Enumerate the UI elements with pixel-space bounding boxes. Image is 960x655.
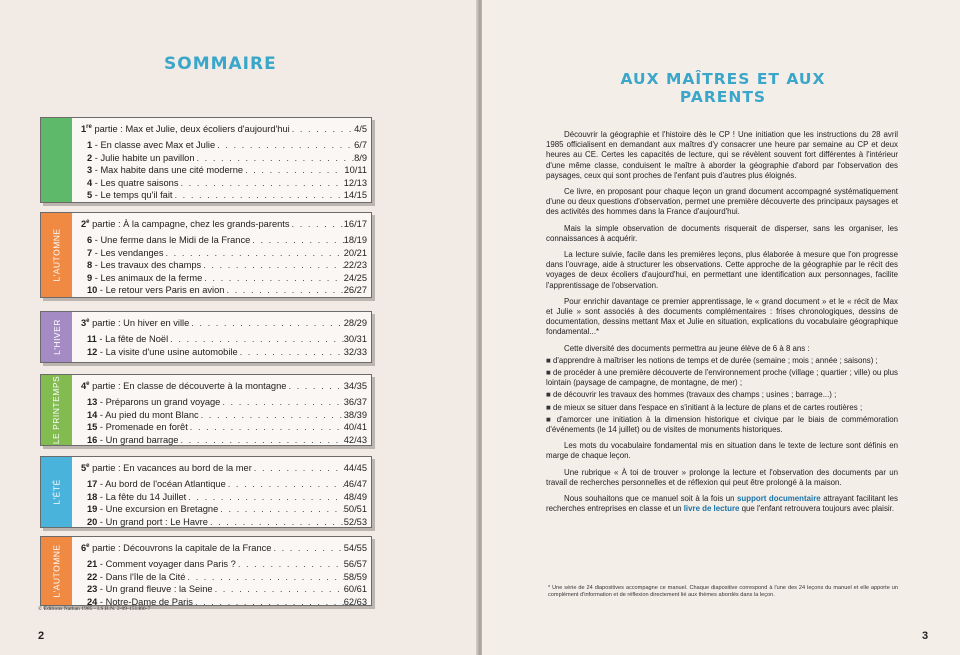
page-range: 8/9 [354, 152, 367, 163]
toc-lesson-item[interactable]: 12 - La visite d'une usine automobile . . . 32/33 [81, 347, 367, 359]
page-range: 16/17 [343, 219, 367, 229]
page-range: 36/37 [343, 397, 367, 407]
part-number: 6 [81, 543, 87, 554]
lesson-number: 16 [87, 434, 98, 445]
toc-lesson-item[interactable]: 4 - Les quatre saisons . . . 12/13 [81, 178, 367, 190]
highlight-livre-de-lecture: livre de lecture [683, 504, 740, 514]
lesson-number: 21 [87, 559, 98, 569]
bullet-item: ■ de découvrir les travaux des hommes (travaux des champs ; usines ; barrage...) ; [546, 390, 898, 400]
preface-paragraph: Ce livre, en proposant pour chaque leçon un grand document accompagné systématiquement d'une ou deux questions d'observation, permet une première découverte des principaux paysages et des activités des hommes dans la France d'aujourd'hui. [546, 187, 898, 217]
season-color-band [41, 213, 72, 297]
lesson-number: 15 [87, 422, 98, 433]
lesson-title: La fête du 14 Juillet [105, 491, 187, 502]
lesson-number: 22 [87, 571, 98, 582]
bullet-item: ■ d'amorcer une initiation à la dimension historique et civique par le biais de commémoration d'événements (le 14 juillet) ou de visites de monuments historiques. [546, 415, 898, 435]
leader-dots [193, 597, 344, 609]
bullet-item: ■ de procéder à une première découverte de l'environnement proche (village ; quartier ; ville) ou plus lointain (paysage de campagne, de montagne, de mer) ; [546, 368, 898, 388]
toc-part-header[interactable] [81, 543, 367, 555]
part-number: 4 [81, 381, 87, 392]
toc-lesson-item[interactable]: 16 - Un grand barrage . . . 42/43 [81, 435, 367, 447]
lesson-title: La visite d'une usine automobile [105, 346, 238, 357]
lesson-number: 17 [87, 479, 98, 489]
toc-lesson-item[interactable]: 1 - En classe avec Max et Julie . . . 6/7 [81, 140, 367, 152]
page-range: 18/19 [343, 235, 367, 245]
highlight-support-documentaire: support documentaire [737, 494, 821, 504]
season-label: LE PRINTEMPS [51, 375, 62, 445]
lesson-title: Max habite dans une cité moderne [100, 165, 244, 176]
leader-dots [185, 572, 343, 584]
leader-dots [290, 219, 344, 231]
page-range: 56/57 [343, 559, 367, 569]
page-number-left: 2 [38, 630, 45, 642]
toc-lesson-item[interactable]: 21 - Comment voyager dans Paris ? . . . 56/57 [81, 559, 367, 571]
copyright-line: © Éditions Nathan 1985 - I.S.B.N. 2-09-151466-7 [38, 606, 151, 612]
page-range: 40/41 [343, 422, 367, 433]
bullet-item: ■ d'apprendre à maîtriser les notions de temps et de durée (semaine ; mois ; année ; saisons) ; [546, 356, 898, 366]
preface-paragraph: La lecture suivie, facile dans les premières leçons, plus élaborée à mesure que l'on progresse dans l'ouvrage, aide à structurer les observations. Cette approche de la géographie par le récit des voyages de deux écoliers d'aujourd'hui, en permettant une identification aux personnages, facilite l'apprentissage de l'observation. [546, 250, 898, 290]
part-number-suffix: e [86, 463, 90, 469]
lesson-title: En classe avec Max et Julie [100, 140, 216, 150]
lesson-title: Un grand port : Le Havre [105, 516, 208, 527]
toc-section [40, 311, 372, 363]
preface-body [546, 130, 898, 521]
toc-lesson-item[interactable]: 9 - Les animaux de la ferme . . . 24/25 [81, 273, 367, 285]
lesson-number: 12 [87, 346, 98, 357]
preface-paragraph: Une rubrique « À toi de trouver » prolonge la lecture et l'observation des documents par un travail de recherches personnelles et de réflexion qui peut être prolongé à la maison. [546, 467, 898, 487]
page-range: 22/23 [343, 260, 367, 271]
toc-section [40, 536, 372, 606]
part-number: 2 [81, 219, 87, 230]
page-range: 52/53 [343, 516, 367, 527]
toc-lesson-item[interactable]: 15 - Promenade en forêt . . . 40/41 [81, 422, 367, 434]
toc-lesson-item[interactable]: 6 - Une ferme dans le Midi de la France . . . 18/19 [81, 235, 367, 247]
page-range: 30/31 [343, 334, 367, 344]
leader-dots [236, 559, 344, 571]
page-range: 32/33 [343, 346, 367, 357]
leader-dots [178, 178, 343, 190]
leader-dots [188, 422, 344, 434]
page-range: 44/45 [343, 463, 367, 473]
left-page [0, 0, 478, 655]
preface-paragraph: Les mots du vocabulaire fondamental mis en situation dans le texte de lecture sont définis en marge de chaque leçon. [546, 441, 898, 461]
page-range: 48/49 [343, 491, 367, 502]
lesson-number: 11 [87, 334, 97, 344]
toc-lesson-item[interactable]: 5 - Le temps qu'il fait . . . 14/15 [81, 190, 367, 202]
leader-dots [252, 463, 344, 475]
page-range: 34/35 [343, 381, 367, 391]
page-range: 6/7 [354, 140, 367, 150]
season-color-band [41, 118, 72, 202]
lesson-number: 6 [87, 235, 93, 245]
leader-dots [195, 153, 355, 165]
lesson-number: 19 [87, 504, 98, 515]
lesson-title: Les animaux de la ferme [100, 272, 203, 283]
lesson-number: 4 [87, 177, 93, 188]
lesson-title: Comment voyager dans Paris ? [105, 559, 236, 569]
lesson-title: Notre-Dame de Paris [105, 596, 193, 607]
lesson-title: Les quatre saisons [100, 177, 179, 188]
preface-paragraph: Découvrir la géographie et l'histoire dès le CP ! Une initiation que les instructions du 28 avril 1985 officialisent en demandant aux maîtres d'y consacrer une heure par semaine au CP et deux heures au CE. Certes les capacités de lecture, qui se révèlent souvent fort différentes à l'intérieur d'une même classe, conduisent le maître à aborder la géographie d'abord par l'observation des paysages, ceux qui sont proches de l'enfant puis d'autres plus éloignés. [546, 130, 898, 180]
preface-final-paragraph [546, 494, 898, 514]
part-number: 3 [81, 318, 87, 329]
page-range: 4/5 [354, 124, 367, 134]
lesson-title: Préparons un grand voyage [105, 397, 221, 407]
leader-dots [220, 397, 343, 409]
lesson-number: 5 [87, 190, 93, 201]
lesson-title: Les travaux des champs [100, 260, 202, 271]
leader-dots [201, 260, 344, 272]
toc-part-header[interactable] [81, 318, 367, 330]
lesson-title: Le temps qu'il fait [100, 190, 173, 201]
leader-dots [290, 124, 354, 136]
part-number-suffix: re [86, 124, 92, 130]
toc-lesson-item[interactable]: 13 - Préparons un grand voyage . . . 36/37 [81, 397, 367, 409]
leader-dots [173, 190, 344, 202]
season-color-band [41, 457, 72, 527]
page-range: 42/43 [343, 434, 367, 445]
toc-lesson-item[interactable]: 19 - Une excursion en Bretagne . . . 50/51 [81, 504, 367, 516]
leader-dots [189, 318, 343, 330]
season-label: L'ÉTÉ [51, 479, 62, 505]
lesson-title: Une ferme dans le Midi de la France [100, 235, 251, 245]
season-label: L'AUTOMNE [51, 228, 62, 282]
season-label: L'AUTOMNE [51, 544, 62, 598]
leader-dots [164, 248, 344, 260]
page-range: 14/15 [343, 190, 367, 201]
part-title: partie : En vacances au bord de la mer [92, 463, 252, 474]
part-title: partie : À la campagne, chez les grands-parents [92, 219, 290, 230]
toc-lesson-item[interactable]: 24 - Notre-Dame de Paris . . . 62/63 [81, 597, 367, 609]
leader-dots [199, 410, 344, 422]
lesson-title: Une excursion en Bretagne [105, 504, 219, 515]
page-range: 26/27 [343, 285, 367, 296]
part-number: 5 [81, 463, 87, 474]
part-number-suffix: e [86, 543, 90, 549]
bullet-item: ■ de mieux se situer dans l'espace en s'initiant à la lecture de plans et de cartes routières ; [546, 403, 898, 413]
page-range: 50/51 [343, 504, 367, 515]
toc-section [40, 117, 372, 203]
toc-part-header[interactable] [81, 463, 367, 475]
lesson-number: 8 [87, 260, 93, 271]
part-title: partie : En classe de découverte à la montagne [92, 381, 287, 392]
leader-dots [286, 381, 343, 393]
leader-dots [226, 479, 344, 491]
lesson-title: La fête de Noël [105, 334, 169, 344]
right-page [482, 0, 960, 655]
toc-section [40, 456, 372, 528]
leader-dots [238, 347, 344, 359]
lesson-number: 18 [87, 491, 98, 502]
toc-lesson-item[interactable]: 23 - Un grand fleuve : la Seine . . . 60/61 [81, 584, 367, 596]
lesson-number: 20 [87, 516, 98, 527]
leader-dots [224, 285, 343, 297]
lesson-number: 23 [87, 584, 98, 595]
final-text: Nous souhaitons que ce manuel soit à la fois un [564, 494, 738, 504]
preface-paragraph: Mais la simple observation de documents risquerait de disperser, sans les organiser, les connaissances à acquérir. [546, 223, 898, 243]
lesson-number: 10 [87, 285, 98, 296]
page-range: 20/21 [343, 247, 367, 258]
preface-title: AUX MAÎTRES ET AUX PARENTS [620, 70, 826, 106]
toc-lesson-item[interactable]: 7 - Les vendanges . . . 20/21 [81, 248, 367, 260]
part-number: 1 [81, 124, 87, 135]
toc-lesson-item[interactable]: 11 - La fête de Noël . . . 30/31 [81, 334, 367, 346]
lesson-number: 13 [87, 397, 98, 407]
lesson-number: 3 [87, 165, 93, 176]
page-range: 62/63 [343, 596, 367, 607]
page-number-right: 3 [922, 630, 929, 642]
lesson-number: 1 [87, 140, 93, 150]
page-range: 58/59 [343, 571, 367, 582]
final-text: que l'enfant retrouvera toujours avec plaisir. [739, 504, 895, 514]
season-color-band [41, 312, 72, 362]
lesson-title: Le retour vers Paris en avion [105, 285, 225, 296]
part-number-suffix: e [86, 318, 90, 324]
lesson-title: Julie habite un pavillon [100, 152, 195, 163]
toc-lesson-item[interactable]: 20 - Un grand port : Le Havre . . . 52/53 [81, 517, 367, 529]
part-number-suffix: e [86, 219, 90, 225]
part-title: partie : Max et Julie, deux écoliers d'aujourd'hui [94, 124, 290, 135]
toc-lesson-item[interactable]: 17 - Au bord de l'océan Atlantique . . . 46/47 [81, 479, 367, 491]
page-range: 38/39 [343, 409, 367, 420]
lesson-number: 24 [87, 596, 98, 607]
page-range: 54/55 [343, 543, 367, 553]
toc-section [40, 374, 372, 446]
toc-part-header[interactable] [81, 381, 367, 393]
page-range: 28/29 [343, 318, 367, 328]
part-title: partie : Découvrons la capitale de la France [92, 543, 272, 554]
leader-dots [178, 435, 343, 447]
toc-lesson-item[interactable]: 2 - Julie habite un pavillon . . . 8/9 [81, 153, 367, 165]
leader-dots [250, 235, 343, 247]
page-range: 46/47 [343, 479, 367, 489]
toc-lesson-item[interactable]: 10 - Le retour vers Paris en avion . . . 26/27 [81, 285, 367, 297]
lesson-title: Dans l'île de la Cité [105, 571, 186, 582]
toc-lesson-item[interactable]: 22 - Dans l'île de la Cité . . . 58/59 [81, 572, 367, 584]
toc-lesson-item[interactable]: 8 - Les travaux des champs . . . 22/23 [81, 260, 367, 272]
footnote: * Une série de 24 diapositives accompagne ce manuel. Chaque diapositive correspond à l'une des 24 leçons du manuel et elle apporte un complément d'information et de réflexion directement lié aux thèmes abordés dans la leçon. [548, 585, 898, 598]
season-color-band [41, 537, 72, 605]
page-range: 10/11 [344, 165, 367, 176]
sommaire-title: SOMMAIRE [164, 54, 277, 74]
lesson-title: Promenade en forêt [105, 422, 188, 433]
leader-dots [202, 273, 343, 285]
leader-dots [208, 517, 344, 529]
lesson-title: Au bord de l'océan Atlantique [105, 479, 226, 489]
part-number-suffix: e [86, 381, 90, 387]
leader-dots [271, 543, 343, 555]
page-range: 24/25 [343, 272, 367, 283]
toc-section [40, 212, 372, 298]
toc-part-header[interactable] [81, 124, 367, 136]
toc-lesson-item[interactable]: 18 - La fête du 14 Juillet . . . 48/49 [81, 492, 367, 504]
lesson-number: 9 [87, 272, 93, 283]
lesson-number: 2 [87, 152, 93, 163]
leader-dots [213, 584, 344, 596]
lesson-title: Un grand barrage [105, 434, 179, 445]
toc-part-header[interactable] [81, 219, 367, 231]
preface-paragraph: Pour enrichir davantage ce premier apprentissage, le « grand document » et le « récit de Max et Julie » sont associés à des documents complémentaires : frises chronologiques, dessins de documentation, dessins mettant Max et Julie en situation, explications du vocabulaire géographique fondamental...* [546, 296, 898, 337]
season-label: L'HIVER [51, 319, 62, 355]
lesson-title: Au pied du mont Blanc [105, 409, 199, 420]
leader-dots [243, 165, 344, 177]
lesson-number: 7 [87, 247, 93, 258]
page-range: 60/61 [343, 584, 367, 595]
lesson-title: Un grand fleuve : la Seine [105, 584, 213, 595]
leader-dots [186, 492, 343, 504]
lesson-title: Les vendanges [100, 247, 164, 258]
final-text: attrayant facilitant les recherches entreprises en classe et un [546, 494, 898, 514]
toc-lesson-item[interactable]: 3 - Max habite dans une cité moderne . . . 10/11 [81, 165, 367, 177]
leader-dots [215, 140, 354, 152]
leader-dots [218, 504, 343, 516]
preface-paragraph: Cette diversité des documents permettra au jeune élève de 6 à 8 ans : [564, 343, 810, 353]
part-title: partie : Un hiver en ville [92, 318, 190, 329]
page-range: 12/13 [343, 177, 367, 188]
season-color-band [41, 375, 72, 445]
lesson-number: 14 [87, 409, 98, 420]
leader-dots [168, 334, 344, 346]
toc-lesson-item[interactable]: 14 - Au pied du mont Blanc . . . 38/39 [81, 410, 367, 422]
